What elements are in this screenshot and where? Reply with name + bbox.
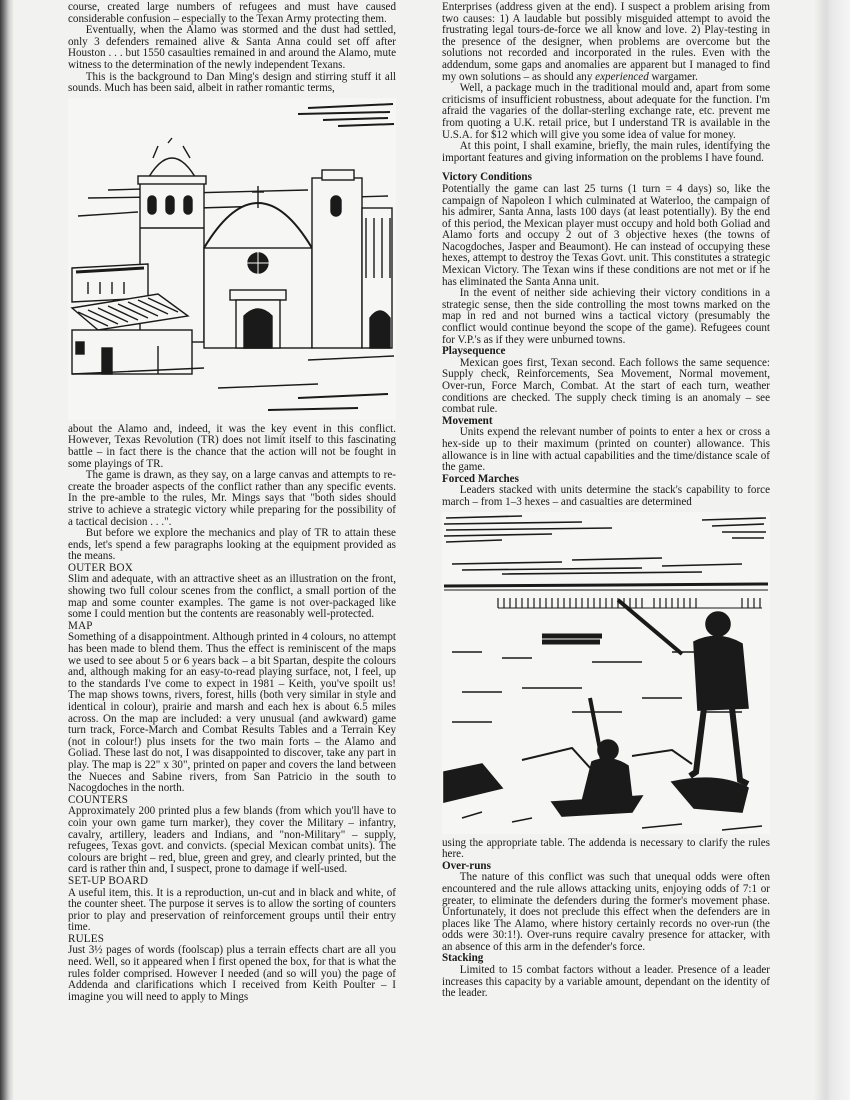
texan-riflemen-sketch (442, 512, 770, 834)
next-page-edge (814, 0, 850, 1100)
right-column (442, 2, 770, 1000)
section-heading-victory-conditions: Victory Conditions (442, 171, 532, 184)
paragraph: Something of a disappointment. Although printed in 4 colours, no attempt has been made to blend them. Thus the effect is reminiscent of the maps we used to see about 5 or 6 years back – a bit Spartan, despite the colours and, although making for an easy-to-read playing surface, not, I feel, up to the standards I've come to expect in 1981 – Keith, you've spoilt us! The map shows towns, rivers, forest, hills (both very similar in style and identical in colour), prairie and marsh and each hex is about 6.5 miles across. On the map are included: a very unusual (and awkward) game turn track, Force-March and Combat Results Tables and a Terrain Key (not in colour!) plus insets for the two main forts – the Alamo and Goliad. These last do not, I was disappointed to discover, take any part in play. The map is 22" x 30", printed on paper and covers the land between the Nueces and Sabine rivers, from San Patricio in the south to Nacogdoches in the north. (68, 631, 396, 795)
page-gutter-shadow (0, 0, 14, 1100)
paragraph: Eventually, when the Alamo was stormed and the dust had settled, only 3 defenders remained alive & Santa Anna could set off after Houston . . . but 1550 casaulties remained in and around the Alamo, mute witness to the determination of the newly independent Texans. (68, 24, 396, 71)
battlefield-illustration (442, 512, 770, 834)
text-span: wargamer. (651, 70, 698, 83)
paragraph: about the Alamo and, indeed, it was the key event in this conflict. However, Texas Revolution (TR) does not limit itself to this fascinating battle – in fact there is the chance that the action will not be fought in some playings of TR. (68, 422, 396, 470)
paragraph: Mexican goes first, Texan second. Each follows the same sequence: Supply check, Reinforcements, Sea Movement, Normal movement, Over-run, Force March, Combat. At the start of each turn, weather conditions are checked. The supply check timing is an anomaly – see combat rule. (442, 356, 770, 416)
section-heading-counters: COUNTERS (68, 793, 129, 806)
paragraph: Just 3½ pages of words (foolscap) plus a terrain effects chart are all you need. Well, so it appeared when I first opened the box, for that is what the rules folder comprised. However I needed (and so will you) the page of Addenda and clarifications which I received from Keith Poulter – I imagine you will need to apply to Mings (68, 944, 396, 1003)
paragraph: Units expend the relevant number of points to enter a hex or cross a hex-side up to their maximum (printed on counter) allowance. This allowance is in line with actual capabilities and the time/distance scale of the game. (442, 426, 770, 474)
paragraph: In the event of neither side achieving their victory conditions in a strategic sense, then the side controlling the most towns marked on the map in red and not burned wins a tactical victory (presumably the conflict would continue beyond the scope of the game). Refugees count for V.P.'s as if they were unburned towns. (442, 287, 770, 346)
emphasis-text: experienced (595, 70, 649, 83)
paragraph: This is the background to Dan Ming's design and stirring stuff it all sounds. Much has been said, albeit in rather romantic terms, (68, 70, 396, 95)
paragraph: The nature of this conflict was such that unequal odds were often encountered and the rule allows attacking units, enjoying odds of 7:1 or greater, to eliminate the defenders during the former's movement phase. Unfortunately, it does not preclude this effect when the defenders are in places like The Alamo, where history certainly records no over-run (the odds were 30:1!). Over-runs require cavalry presence for attacker, with an absence of this arm in the defender's force. (442, 871, 770, 953)
paragraph: Approximately 200 printed plus a few blands (from which you'll have to coin your own game turn marker), they cover the Military – infantry, cavalry, artillery, leaders and Indians, and "non-Military" – supply, refugees, Texas govt. and convicts. (special Mexican combat units). The colours are bright – red, blue, green and grey, and clearly printed, but the card is rather thin and, I suspect, prone to damage if well-used. (68, 805, 396, 876)
alamo-illustration (68, 98, 396, 420)
paragraph: Potentially the game can last 25 turns (1 turn = 4 days) so, like the campaign of Napoleon I which culminated at Waterloo, the campaign of his admirer, Santa Anna, lasts 100 days (at least potentially). By the end of this period, the Mexican player must occupy and hold both Goliad and Alamo forts and occupy 2 out of 3 objective hexes (the towns of Nacogdoches, Jasper and Beaumont). He can instead of occupying these hexes, attempt to destroy the Texas Govt. unit. This constitutes a strategic Mexican Victory. The Texan wins if these conditions are not met or if he has eliminated the Santa Anna unit. (442, 182, 770, 288)
paragraph: using the appropriate table. The addenda is necessary to clarify the rules here. (442, 836, 770, 861)
paragraph: A useful item, this. It is a reproduction, un-cut and in black and white, of the counter sheet. The purpose it serves is to allow the sorting of counters prior to play and preservation of reinforcement groups until their entry time. (68, 886, 396, 934)
section-heading-playsequence: Playsequence (442, 345, 506, 358)
paragraph: course, created large numbers of refugees and must have caused considerable confusion – especially to the Texan Army protecting them. (68, 1, 396, 25)
paragraph (442, 2, 770, 83)
paragraph: Well, a package much in the traditional mould and, apart from some criticisms of insufficient robustness, about adequate for the function. I'm afraid the vagaries of the dollar-sterling exchange rate, etc. prevent me from quoting a U.K. retail price, but I understand TR is available in the U.S.A. for $12 which will give you some idea of value for money. (442, 82, 770, 141)
section-heading-outer-box: OUTER BOX (68, 561, 133, 574)
section-heading-forced-marches: Forced Marches (442, 472, 519, 485)
paragraph: But before we explore the mechanics and play of TR to attain these ends, let's spend a few paragraphs looking at the equipment provided as the means. (68, 527, 396, 563)
section-heading-setup-board: SET-UP BOARD (68, 874, 149, 887)
paragraph: At this point, I shall examine, briefly, the main rules, identifying the important features and giving information on the problems I have found. (442, 140, 770, 164)
paragraph: Limited to 15 combat factors without a leader. Presence of a leader increases this capacity by a variable amount, dependant on the identity of the leader. (442, 964, 770, 1000)
text-span: Enterprises (address given at the end). I suspect a problem arising from two causes: 1) A laudable but possibly misguided attempt to avoid the frustrating legal tours-de-force we all know and love. 2) Play-testing in the presence of the designer, when problems are overcome but the solutions not recorded and incorporated in the rules. Even with the addendum, some gaps and anomalies are apparent but I managed to find my own solutions – as should any (442, 1, 770, 83)
paragraph: The game is drawn, as they say, on a large canvas and attempts to re-create the broader aspects of the conflict rather than any specific events. In the pre-amble to the rules, Mr. Mings says that "both sides should strive to achieve a strategic victory while preparing for the possibility of a tactical decision . . .". (68, 469, 396, 528)
section-heading-movement: Movement (442, 414, 493, 427)
section-heading-stacking: Stacking (442, 952, 484, 965)
paragraph: Leaders stacked with units determine the stack's capability to force march – from 1–3 hexes – and casualties are determined (442, 484, 770, 508)
left-column (68, 2, 396, 1003)
section-heading-map: MAP (68, 619, 93, 632)
section-heading-over-runs: Over-runs (442, 859, 491, 872)
section-heading-rules: RULES (68, 932, 105, 945)
alamo-mission-sketch (68, 98, 396, 420)
paragraph: Slim and adequate, with an attractive sheet as an illustration on the front, showing two full colour scenes from the conflict, a small portion of the map and some counter examples. The game is not over-packaged like some I could mention but the contents are reasonably well-protected. (68, 573, 396, 621)
